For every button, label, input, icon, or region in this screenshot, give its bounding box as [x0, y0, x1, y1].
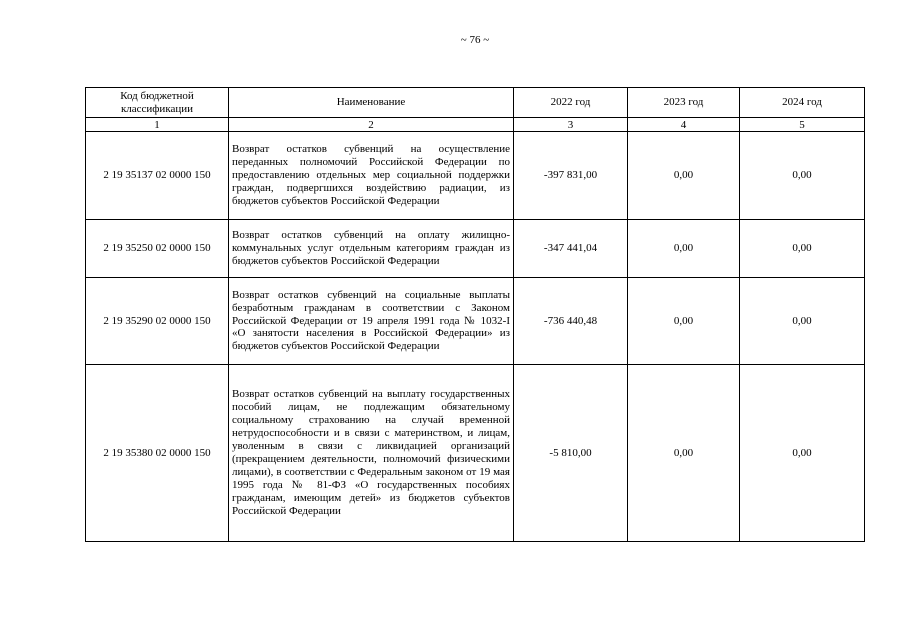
page-number: ~ 76 ~ — [460, 34, 490, 46]
column-number: 4 — [628, 118, 740, 132]
column-number: 1 — [86, 118, 229, 132]
row-value-2022: -5 810,00 — [514, 365, 628, 542]
row-value-2024: 0,00 — [740, 365, 865, 542]
table-row — [86, 278, 865, 365]
header-code: Код бюджетной классификации — [86, 88, 229, 118]
table-row — [86, 132, 865, 220]
header-2024: 2024 год — [740, 88, 865, 118]
row-name: Возврат остатков субвенций на оплату жилищно-коммунальных услуг отдельным категориям граждан из бюджетов субъектов Российской Федерации — [229, 220, 514, 278]
table-row — [86, 365, 865, 542]
row-code: 2 19 35380 02 0000 150 — [86, 365, 229, 542]
row-value-2023: 0,00 — [628, 132, 740, 220]
header-2023: 2023 год — [628, 88, 740, 118]
table-header-row — [86, 88, 865, 118]
header-name: Наименование — [229, 88, 514, 118]
row-code: 2 19 35290 02 0000 150 — [86, 278, 229, 365]
row-name: Возврат остатков субвенций на социальные выплаты безработным гражданам в соответствии с Законом Российской Федерации от 19 апреля 1991 года № 1032-I «О занятости населения в Российской Федерации» из бюджетов субъектов Российской Федерации — [229, 278, 514, 365]
column-number: 5 — [740, 118, 865, 132]
row-name: Возврат остатков субвенций на осуществление переданных полномочий Российской Федерации по предоставлению отдельных мер социальной поддержки граждан, подвергшихся воздействию радиации, из бюджетов субъектов Российской Федерации — [229, 132, 514, 220]
row-value-2024: 0,00 — [740, 278, 865, 365]
column-number-row — [86, 118, 865, 132]
row-name: Возврат остатков субвенций на выплату государственных пособий лицам, не подлежащим обязательному социальному страхованию на случай временной нетрудоспособности и в связи с материнством, и лицам, уволенным в связи с ликвидацией организаций (прекращением деятельности, полномочий физическими лицами), в соответствии с Федеральным законом от 19 мая 1995 года № 81-ФЗ «О государственных пособиях гражданам, имеющим детей» из бюджетов субъектов Российской Федерации — [229, 365, 514, 542]
row-value-2022: -736 440,48 — [514, 278, 628, 365]
row-value-2022: -397 831,00 — [514, 132, 628, 220]
budget-table — [85, 87, 865, 542]
table-row — [86, 220, 865, 278]
row-value-2024: 0,00 — [740, 132, 865, 220]
header-2022: 2022 год — [514, 88, 628, 118]
row-value-2023: 0,00 — [628, 365, 740, 542]
row-value-2023: 0,00 — [628, 220, 740, 278]
row-value-2022: -347 441,04 — [514, 220, 628, 278]
column-number: 3 — [514, 118, 628, 132]
row-code: 2 19 35250 02 0000 150 — [86, 220, 229, 278]
column-number: 2 — [229, 118, 514, 132]
row-value-2023: 0,00 — [628, 278, 740, 365]
row-code: 2 19 35137 02 0000 150 — [86, 132, 229, 220]
row-value-2024: 0,00 — [740, 220, 865, 278]
